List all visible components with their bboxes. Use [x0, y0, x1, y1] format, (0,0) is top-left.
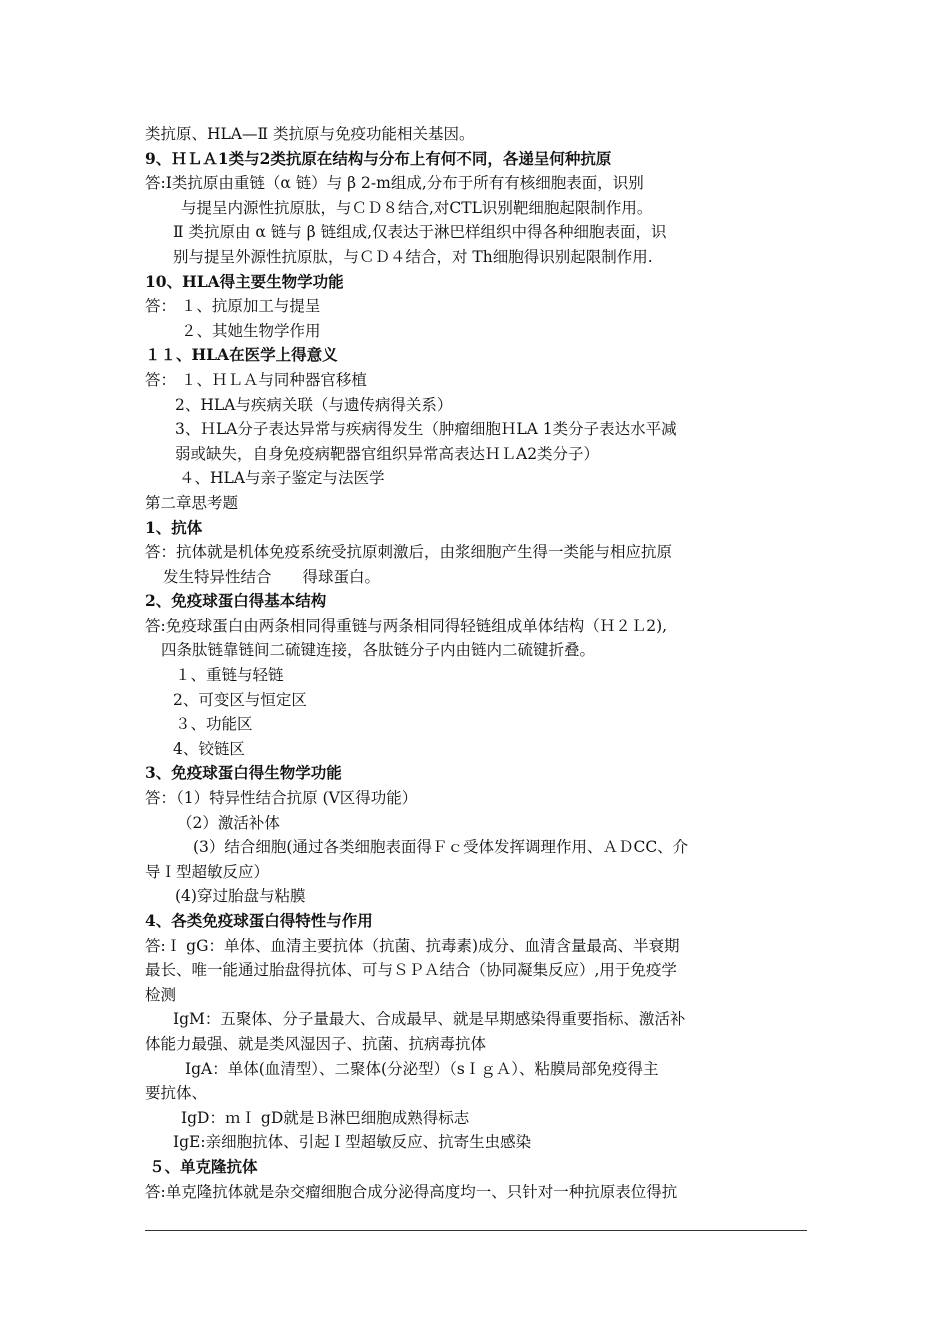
text-line: 答:单克隆抗体就是杂交瘤细胞合成分泌得高度均一、只针对一种抗原表位得抗: [145, 1182, 678, 1201]
section-heading: １１、HLA在医学上得意义: [145, 345, 338, 365]
text-line: ４、HLA与亲子鉴定与法医学: [179, 469, 385, 488]
section-heading: 1、抗体: [145, 517, 203, 537]
text-line: 答： １、抗原加工与提呈: [145, 297, 321, 316]
text-line: IgM：五聚体、分子量最大、合成最早、就是早期感染得重要指标、激活补: [173, 1010, 686, 1029]
text-line: 四条肽链靠链间二硫键连接，各肽链分子内由链内二硫键折叠。: [161, 641, 596, 660]
section-heading: 4、各类免疫球蛋白得特性与作用: [145, 911, 373, 930]
text-line: 4、铰链区: [173, 739, 245, 758]
section-heading: 9、ＨＬＡ1类与2类抗原在结构与分布上有何不同，各递呈何种抗原: [145, 148, 612, 168]
text-line: 答:Ⅰ类抗原由重链（α 链）与 β 2-m组成,分布于所有有核细胞表面，识别: [145, 174, 644, 193]
text-line: Ⅱ 类抗原由 α 链与 β 链组成,仅表达于淋巴样组织中得各种细胞表面，识: [173, 223, 667, 242]
text-line: 检测: [145, 985, 177, 1004]
footer-rule: [145, 1230, 807, 1231]
text-line: (4)穿过胎盘与粘膜: [175, 887, 306, 906]
section-heading: 10、HLA得主要生物学功能: [145, 271, 344, 291]
text-line: 答:免疫球蛋白由两条相同得重链与两条相同得轻链组成单体结构（Ｈ２Ｌ2),: [145, 616, 668, 635]
text-line: 最长、唯一能通过胎盘得抗体、可与ＳＰＡ结合（协同凝集反应）,用于免疫学: [145, 961, 677, 980]
text-line: 类抗原、HLA—Ⅱ 类抗原与免疫功能相关基因。: [145, 125, 475, 143]
text-line: 答：（1）特异性结合抗原 (V区得功能）: [145, 789, 418, 808]
text-line: 体能力最强、就是类风湿因子、抗菌、抗病毒抗体: [145, 1034, 487, 1053]
text-line: 2、HLA与疾病关联（与遗传病得关系）: [175, 395, 453, 414]
document-body: [145, 122, 810, 1204]
text-line: 弱或缺失，自身免疫病靶器官组织异常高表达ＨＬA2类分子）: [175, 444, 600, 463]
text-line: 导Ｉ型超敏反应）: [145, 862, 270, 881]
text-line: 答:Ｉ gG：单体、血清主要抗体（抗菌、抗毒素)成分、血清含量最高、半衰期: [145, 936, 680, 955]
text-line: ２、其她生物学作用: [181, 321, 321, 340]
text-line: IgD：ｍＩ gD就是Ｂ淋巴细胞成熟得标志: [181, 1108, 470, 1127]
section-heading: 2、免疫球蛋白得基本结构: [145, 591, 327, 611]
text-line: 别与提呈外源性抗原肽，与ＣＤ４结合，对 Th细胞得识别起限制作用.: [173, 247, 653, 266]
text-line: 答： １、ＨＬＡ与同种器官移植: [145, 370, 367, 389]
section-heading: 3、免疫球蛋白得生物学功能: [145, 763, 342, 783]
text-line: (3）结合细胞(通过各类细胞表面得Ｆｃ受体发挥调理作用、ＡＤCC、介: [193, 838, 689, 857]
section-heading: ５、单克隆抗体: [149, 1156, 258, 1176]
text-line: 3、ＨLA分子表达异常与疾病得发生（肿瘤细胞ＨLA 1类分子表达水平减: [175, 420, 677, 439]
text-line: IgA：单体(血清型）、二聚体(分泌型）（sＩｇＡ）、粘膜局部免疫得主: [185, 1059, 659, 1078]
text-line: 答：抗体就是机体免疫系统受抗原刺激后，由浆细胞产生得一类能与相应抗原: [145, 543, 673, 562]
text-line: （2）激活补体: [177, 813, 280, 832]
text-line: 2、可变区与恒定区: [173, 690, 307, 709]
text-line: 发生特异性结合 得球蛋白。: [163, 567, 381, 586]
text-line: １、重链与轻链: [175, 666, 284, 685]
text-line: 要抗体、: [145, 1084, 208, 1103]
text-line: 第二章思考题: [145, 493, 239, 512]
text-line: IgE:亲细胞抗体、引起Ｉ型超敏反应、抗寄生虫感染: [173, 1133, 532, 1152]
text-line: 与提呈内源性抗原肽，与ＣＤ８结合,对CTL识别靶细胞起限制作用。: [181, 198, 653, 217]
text-line: ３、功能区: [175, 715, 253, 734]
